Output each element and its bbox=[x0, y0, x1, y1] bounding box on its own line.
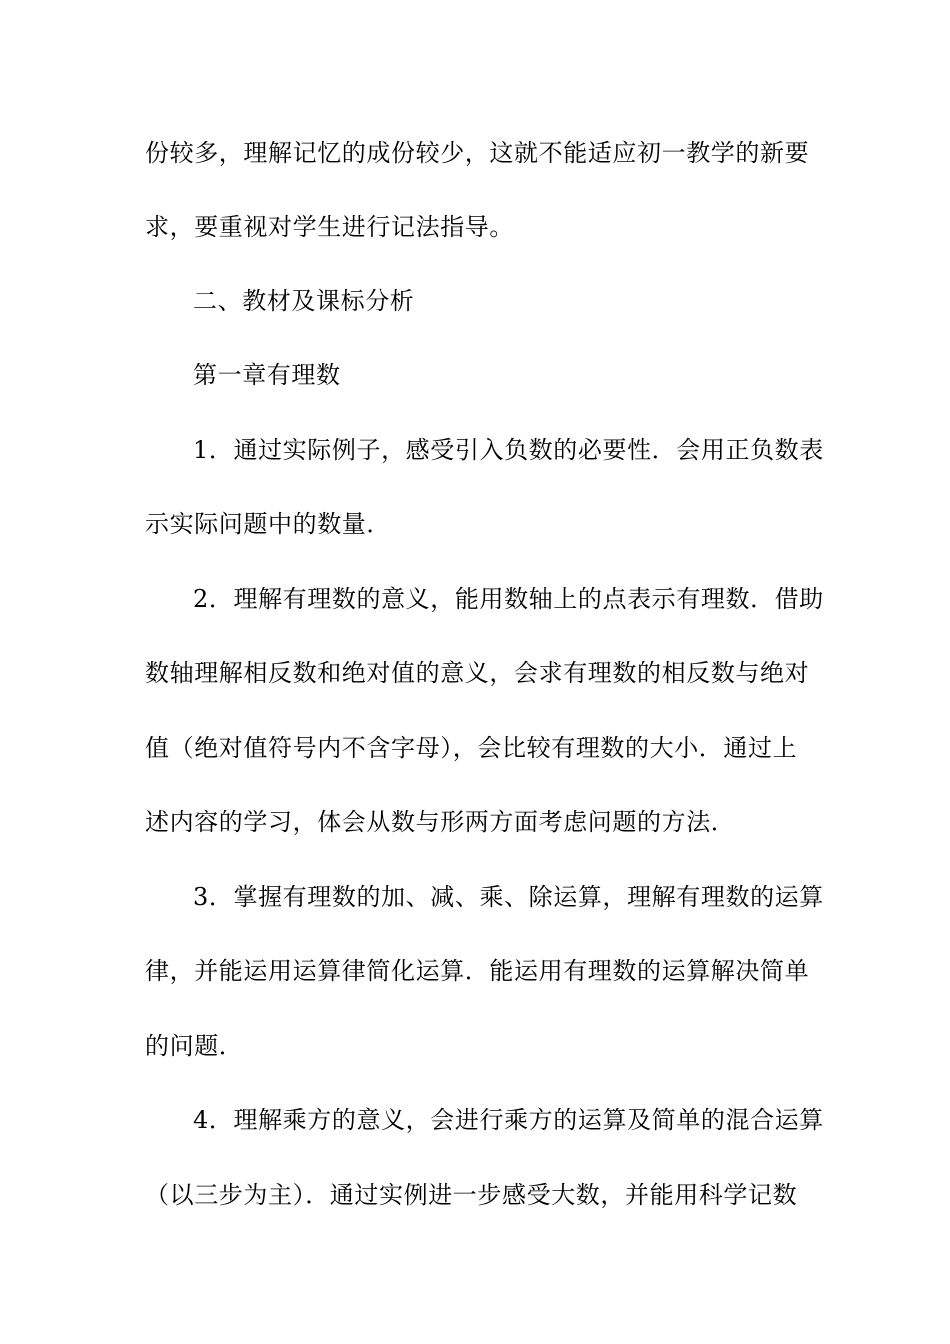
text-line: （以三步为主）．通过实例进一步感受大数，并能用科学记数 bbox=[145, 1181, 798, 1209]
text-line: 律，并能运用运算律简化运算．能运用有理数的运算解决简单 bbox=[145, 957, 810, 985]
text-line: 4．理解乘方的意义，会进行乘方的运算及简单的混合运算 bbox=[193, 1106, 824, 1134]
chapter-title: 第一章有理数 bbox=[193, 361, 341, 389]
text-line: 数轴理解相反数和绝对值的意义，会求有理数的相反数与绝对 bbox=[145, 659, 810, 687]
text-line: 示实际问题中的数量． bbox=[145, 510, 391, 538]
text-line: 的问题． bbox=[145, 1032, 244, 1060]
text-line: 2．理解有理数的意义，能用数轴上的点表示有理数．借助 bbox=[193, 585, 824, 613]
section-heading: 二、教材及课标分析 bbox=[193, 287, 415, 315]
text-line: 3．掌握有理数的加、减、乘、除运算，理解有理数的运算 bbox=[193, 883, 824, 911]
text-line: 值（绝对值符号内不含字母），会比较有理数的大小．通过上 bbox=[145, 734, 798, 762]
text-line: 求，要重视对学生进行记法指导。 bbox=[145, 213, 514, 241]
text-line: 1．通过实际例子，感受引入负数的必要性．会用正负数表 bbox=[193, 436, 824, 464]
text-line: 述内容的学习，体会从数与形两方面考虑问题的方法． bbox=[145, 808, 736, 836]
text-line: 份较多，理解记忆的成份较少，这就不能适应初一教学的新要 bbox=[145, 139, 810, 167]
